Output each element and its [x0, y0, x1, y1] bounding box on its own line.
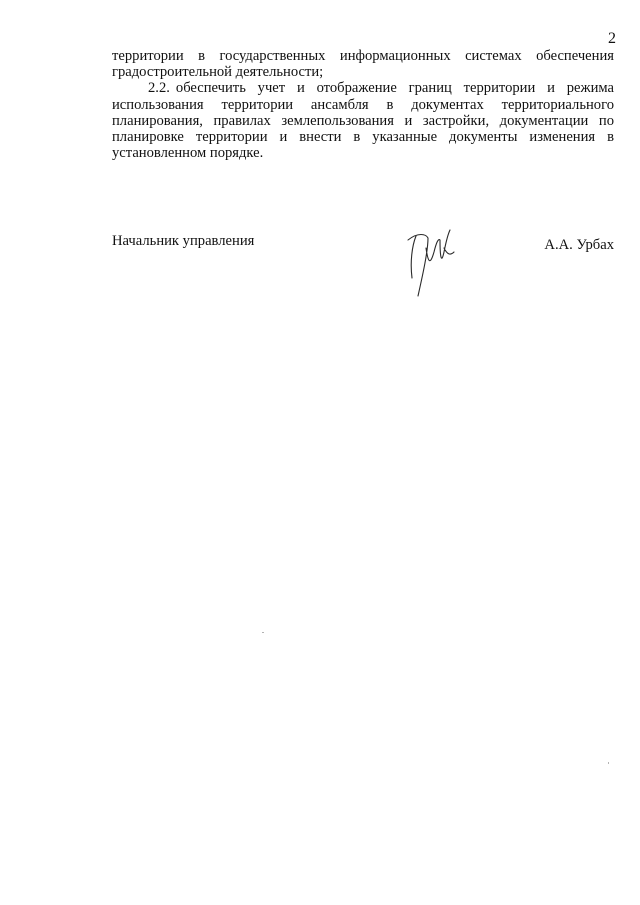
paragraph-2-2 [112, 80, 614, 161]
page-number: 2 [608, 30, 616, 47]
scan-speck [608, 762, 609, 764]
scan-speck [262, 632, 264, 633]
handwritten-signature-icon [400, 222, 464, 298]
signer-position-title: Начальник управления [112, 233, 255, 249]
paragraph-continuation: территории в государственных информационных системах обеспечения градостроительной деятельности; [112, 48, 614, 81]
paragraph-text: обеспечить учет и отображение границ территории и режима использования территории ансамбля в документах территориального планирования, правилах землепользования и застройки, документации по планировке территории и внести в указанные документы изменения в установленном порядке. [112, 80, 614, 162]
body-text [112, 48, 614, 161]
paragraph-number: 2.2. [148, 80, 170, 97]
signer-name: А.А. Урбах [544, 237, 614, 253]
